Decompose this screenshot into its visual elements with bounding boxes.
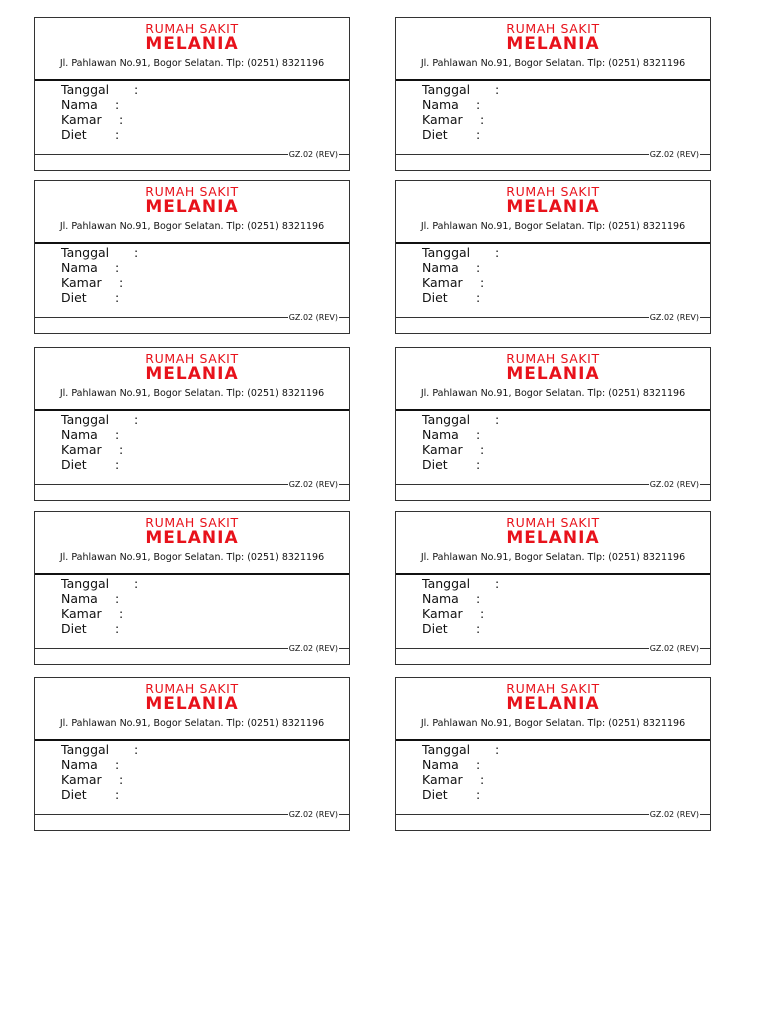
field-label: Kamar bbox=[61, 442, 102, 457]
hospital-name: MELANIA bbox=[506, 528, 600, 548]
hospital-address: Jl. Pahlawan No.91, Bogor Selatan. Tlp: (0251) 8321196 bbox=[59, 388, 325, 399]
field-label: Kamar bbox=[61, 606, 102, 621]
header-divider bbox=[396, 242, 710, 244]
hospital-type: RUMAH SAKIT bbox=[145, 515, 239, 530]
field-colon: : bbox=[134, 245, 139, 260]
field-colon: : bbox=[495, 82, 500, 97]
hospital-address: Jl. Pahlawan No.91, Bogor Selatan. Tlp: (0251) 8321196 bbox=[420, 221, 686, 232]
field-colon: : bbox=[476, 127, 481, 142]
field-colon: : bbox=[476, 621, 481, 636]
form-code: GZ.02 (REV) bbox=[288, 150, 338, 159]
field-label: Tanggal bbox=[61, 742, 110, 757]
header-divider bbox=[35, 573, 349, 575]
header-divider bbox=[396, 739, 710, 741]
field-label: Nama bbox=[61, 97, 98, 112]
hospital-type: RUMAH SAKIT bbox=[506, 351, 600, 366]
field-label: Diet bbox=[422, 787, 448, 802]
field-colon: : bbox=[480, 442, 485, 457]
hospital-name: MELANIA bbox=[145, 694, 239, 714]
hospital-type: RUMAH SAKIT bbox=[145, 681, 239, 696]
hospital-name: MELANIA bbox=[145, 364, 239, 384]
header-divider bbox=[396, 409, 710, 411]
field-colon: : bbox=[134, 412, 139, 427]
field-label: Nama bbox=[61, 757, 98, 772]
field-label: Kamar bbox=[422, 442, 463, 457]
hospital-name: MELANIA bbox=[145, 197, 239, 217]
field-colon: : bbox=[480, 772, 485, 787]
hospital-address: Jl. Pahlawan No.91, Bogor Selatan. Tlp: (0251) 8321196 bbox=[420, 58, 686, 69]
hospital-address: Jl. Pahlawan No.91, Bogor Selatan. Tlp: (0251) 8321196 bbox=[420, 388, 686, 399]
field-colon: : bbox=[476, 260, 481, 275]
hospital-name: MELANIA bbox=[506, 364, 600, 384]
field-colon: : bbox=[115, 260, 120, 275]
field-colon: : bbox=[119, 772, 124, 787]
field-colon: : bbox=[115, 787, 120, 802]
form-code: GZ.02 (REV) bbox=[288, 810, 338, 819]
form-code: GZ.02 (REV) bbox=[649, 313, 699, 322]
field-colon: : bbox=[134, 576, 139, 591]
field-label: Kamar bbox=[61, 275, 102, 290]
field-colon: : bbox=[476, 457, 481, 472]
field-label: Tanggal bbox=[422, 245, 471, 260]
hospital-name: MELANIA bbox=[506, 694, 600, 714]
field-colon: : bbox=[480, 112, 485, 127]
diet-label-card bbox=[34, 511, 350, 665]
field-label: Kamar bbox=[61, 772, 102, 787]
field-label: Nama bbox=[422, 427, 459, 442]
field-label: Diet bbox=[422, 621, 448, 636]
field-colon: : bbox=[476, 787, 481, 802]
field-label: Nama bbox=[61, 427, 98, 442]
field-colon: : bbox=[495, 576, 500, 591]
field-label: Nama bbox=[422, 591, 459, 606]
field-colon: : bbox=[115, 127, 120, 142]
hospital-name: MELANIA bbox=[506, 34, 600, 54]
field-label: Kamar bbox=[422, 275, 463, 290]
header-divider bbox=[396, 573, 710, 575]
header-divider bbox=[35, 79, 349, 81]
hospital-address: Jl. Pahlawan No.91, Bogor Selatan. Tlp: (0251) 8321196 bbox=[59, 221, 325, 232]
field-colon: : bbox=[134, 742, 139, 757]
field-colon: : bbox=[119, 112, 124, 127]
field-colon: : bbox=[119, 442, 124, 457]
hospital-address: Jl. Pahlawan No.91, Bogor Selatan. Tlp: (0251) 8321196 bbox=[59, 718, 325, 729]
hospital-type: RUMAH SAKIT bbox=[145, 351, 239, 366]
diet-label-card bbox=[34, 347, 350, 501]
field-colon: : bbox=[115, 757, 120, 772]
field-label: Nama bbox=[61, 591, 98, 606]
field-colon: : bbox=[115, 591, 120, 606]
field-label: Kamar bbox=[61, 112, 102, 127]
field-colon: : bbox=[134, 82, 139, 97]
field-label: Diet bbox=[422, 290, 448, 305]
field-colon: : bbox=[480, 606, 485, 621]
field-colon: : bbox=[115, 621, 120, 636]
field-label: Diet bbox=[61, 127, 87, 142]
field-colon: : bbox=[495, 412, 500, 427]
field-label: Tanggal bbox=[61, 245, 110, 260]
field-colon: : bbox=[495, 245, 500, 260]
field-colon: : bbox=[115, 457, 120, 472]
field-label: Nama bbox=[61, 260, 98, 275]
form-code: GZ.02 (REV) bbox=[649, 644, 699, 653]
hospital-name: MELANIA bbox=[145, 34, 239, 54]
field-colon: : bbox=[495, 742, 500, 757]
header-divider bbox=[35, 739, 349, 741]
diet-label-card bbox=[395, 347, 711, 501]
form-code: GZ.02 (REV) bbox=[649, 810, 699, 819]
field-label: Diet bbox=[61, 787, 87, 802]
hospital-type: RUMAH SAKIT bbox=[506, 21, 600, 36]
hospital-type: RUMAH SAKIT bbox=[506, 515, 600, 530]
field-label: Nama bbox=[422, 260, 459, 275]
header-divider bbox=[35, 242, 349, 244]
field-label: Nama bbox=[422, 97, 459, 112]
field-label: Tanggal bbox=[422, 412, 471, 427]
header-divider bbox=[35, 409, 349, 411]
hospital-name: MELANIA bbox=[145, 528, 239, 548]
field-label: Diet bbox=[422, 457, 448, 472]
field-label: Tanggal bbox=[422, 742, 471, 757]
form-code: GZ.02 (REV) bbox=[288, 644, 338, 653]
hospital-type: RUMAH SAKIT bbox=[506, 681, 600, 696]
field-label: Kamar bbox=[422, 112, 463, 127]
field-label: Diet bbox=[61, 457, 87, 472]
hospital-address: Jl. Pahlawan No.91, Bogor Selatan. Tlp: (0251) 8321196 bbox=[59, 552, 325, 563]
form-code: GZ.02 (REV) bbox=[288, 313, 338, 322]
field-colon: : bbox=[476, 591, 481, 606]
field-label: Tanggal bbox=[422, 576, 471, 591]
field-label: Diet bbox=[61, 621, 87, 636]
field-label: Kamar bbox=[422, 772, 463, 787]
field-colon: : bbox=[476, 290, 481, 305]
field-colon: : bbox=[476, 757, 481, 772]
field-label: Diet bbox=[422, 127, 448, 142]
diet-label-card bbox=[34, 677, 350, 831]
diet-label-card bbox=[34, 180, 350, 334]
field-colon: : bbox=[476, 97, 481, 112]
diet-label-card bbox=[395, 677, 711, 831]
form-code: GZ.02 (REV) bbox=[288, 480, 338, 489]
field-label: Diet bbox=[61, 290, 87, 305]
diet-label-card bbox=[395, 511, 711, 665]
hospital-address: Jl. Pahlawan No.91, Bogor Selatan. Tlp: (0251) 8321196 bbox=[59, 58, 325, 69]
field-label: Tanggal bbox=[422, 82, 471, 97]
form-code: GZ.02 (REV) bbox=[649, 150, 699, 159]
diet-label-card bbox=[395, 180, 711, 334]
field-colon: : bbox=[115, 427, 120, 442]
hospital-type: RUMAH SAKIT bbox=[145, 21, 239, 36]
field-colon: : bbox=[476, 427, 481, 442]
field-label: Tanggal bbox=[61, 82, 110, 97]
field-label: Tanggal bbox=[61, 576, 110, 591]
hospital-type: RUMAH SAKIT bbox=[145, 184, 239, 199]
field-colon: : bbox=[119, 606, 124, 621]
hospital-address: Jl. Pahlawan No.91, Bogor Selatan. Tlp: (0251) 8321196 bbox=[420, 718, 686, 729]
hospital-address: Jl. Pahlawan No.91, Bogor Selatan. Tlp: (0251) 8321196 bbox=[420, 552, 686, 563]
hospital-name: MELANIA bbox=[506, 197, 600, 217]
field-label: Tanggal bbox=[61, 412, 110, 427]
field-colon: : bbox=[480, 275, 485, 290]
form-code: GZ.02 (REV) bbox=[649, 480, 699, 489]
field-colon: : bbox=[115, 97, 120, 112]
header-divider bbox=[396, 79, 710, 81]
field-colon: : bbox=[119, 275, 124, 290]
diet-label-card bbox=[395, 17, 711, 171]
field-colon: : bbox=[115, 290, 120, 305]
diet-label-card bbox=[34, 17, 350, 171]
field-label: Nama bbox=[422, 757, 459, 772]
hospital-type: RUMAH SAKIT bbox=[506, 184, 600, 199]
field-label: Kamar bbox=[422, 606, 463, 621]
